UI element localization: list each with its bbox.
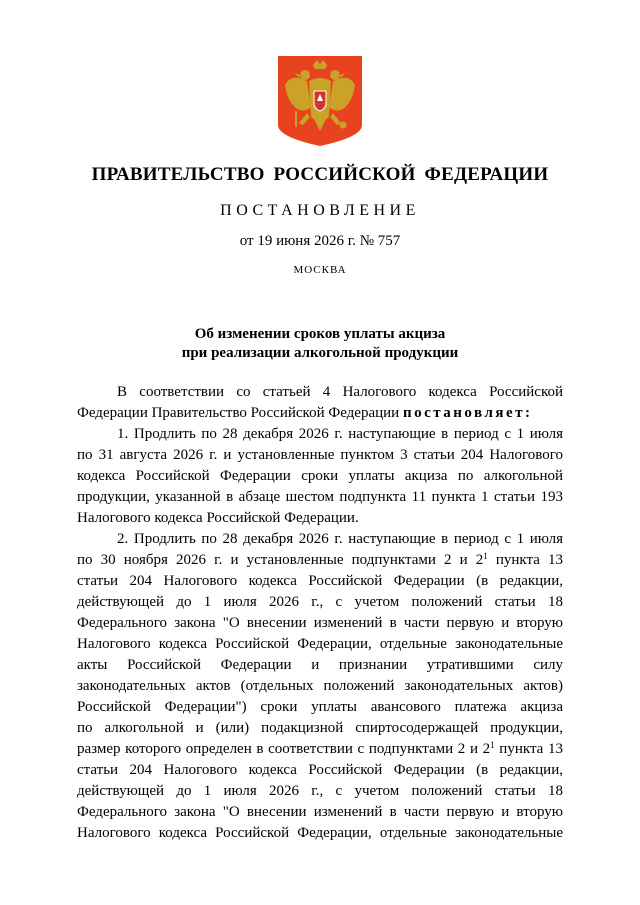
body-line: по алкогольной и (или) подакцизной спиртосодержащей продукции, [77,720,563,736]
subject-line: при реализации алкогольной продукции [181,345,459,361]
body-line: Налогового кодекса Российской Федерации, отдельные законодательные [77,636,563,652]
body-line: Российской Федерации") сроки уплаты авансового платежа акциза [77,699,563,715]
document-date-number: от 19 июня 2026 г. № 757 [239,233,401,249]
superscript: 1 [490,740,495,750]
body-line: действующей до 1 июля 2026 г., с учетом положений статьи 18 [77,783,563,799]
body-line: 1. Продлить по 28 декабря 2026 г. наступающие в период с 1 июля [117,426,563,442]
body-line: 2. Продлить по 28 декабря 2026 г. наступающие в период с 1 июля [117,531,563,547]
subject-line: Об изменении сроков уплаты акциза [194,326,446,342]
body-text-fragment: Федерации Правительство Российской Федерации [77,405,403,421]
body-text-fragment: по 30 ноября 2026 г. и установленные подпунктами 2 и 2 [77,552,484,568]
body-text-fragment: размер которого определен в соответствии с подпунктами 2 и 2 [77,741,491,757]
body-line [77,550,563,571]
body-text-fragment: пункта 13 [494,741,563,757]
document-type: ПОСТАНОВЛЕНИЕ [220,202,420,219]
superscript: 1 [483,551,488,561]
body-line [77,403,563,424]
body-line: по 31 августа 2026 г. и установленные пунктом 3 статьи 204 Налогового [77,447,563,463]
body-text-fragment: пункта 13 [487,552,563,568]
document-city: МОСКВА [293,264,347,276]
body-line [77,739,563,760]
double-headed-eagle-icon [277,55,363,147]
body-line: Федерального закона "О внесении изменений в части первую и вторую [77,804,563,820]
body-line: статьи 204 Налогового кодекса Российской Федерации (в редакции, [77,573,563,589]
body-line: Налогового кодекса Российской Федерации, отдельные законодательные [77,825,563,841]
document-subject [0,325,640,363]
government-title: ПРАВИТЕЛЬСТВО РОССИЙСКОЙ ФЕДЕРАЦИИ [91,164,549,185]
body-line: законодательных актов (отдельных положений законодательных актов) [77,678,563,694]
body-line: действующей до 1 июля 2026 г., с учетом положений статьи 18 [77,594,563,610]
decree-keyword: постановляет: [402,405,533,421]
body-line: Налогового кодекса Российской Федерации. [77,510,359,526]
body-line: статьи 204 Налогового кодекса Российской Федерации (в редакции, [77,762,563,778]
body-line: продукции, указанной в абзаце шестом подпункта 11 пункта 1 статьи 193 [77,489,563,505]
body-line: акты Российской Федерации и признании утратившими силу [77,657,563,673]
body-line: кодекса Российской Федерации сроки уплаты акциза по алкогольной [77,468,563,484]
document-body [77,382,563,844]
body-line: Федерального закона "О внесении изменений в части первую и вторую [77,615,563,631]
body-line: В соответствии со статьей 4 Налогового кодекса Российской [117,384,563,400]
coat-of-arms-emblem [277,55,363,147]
